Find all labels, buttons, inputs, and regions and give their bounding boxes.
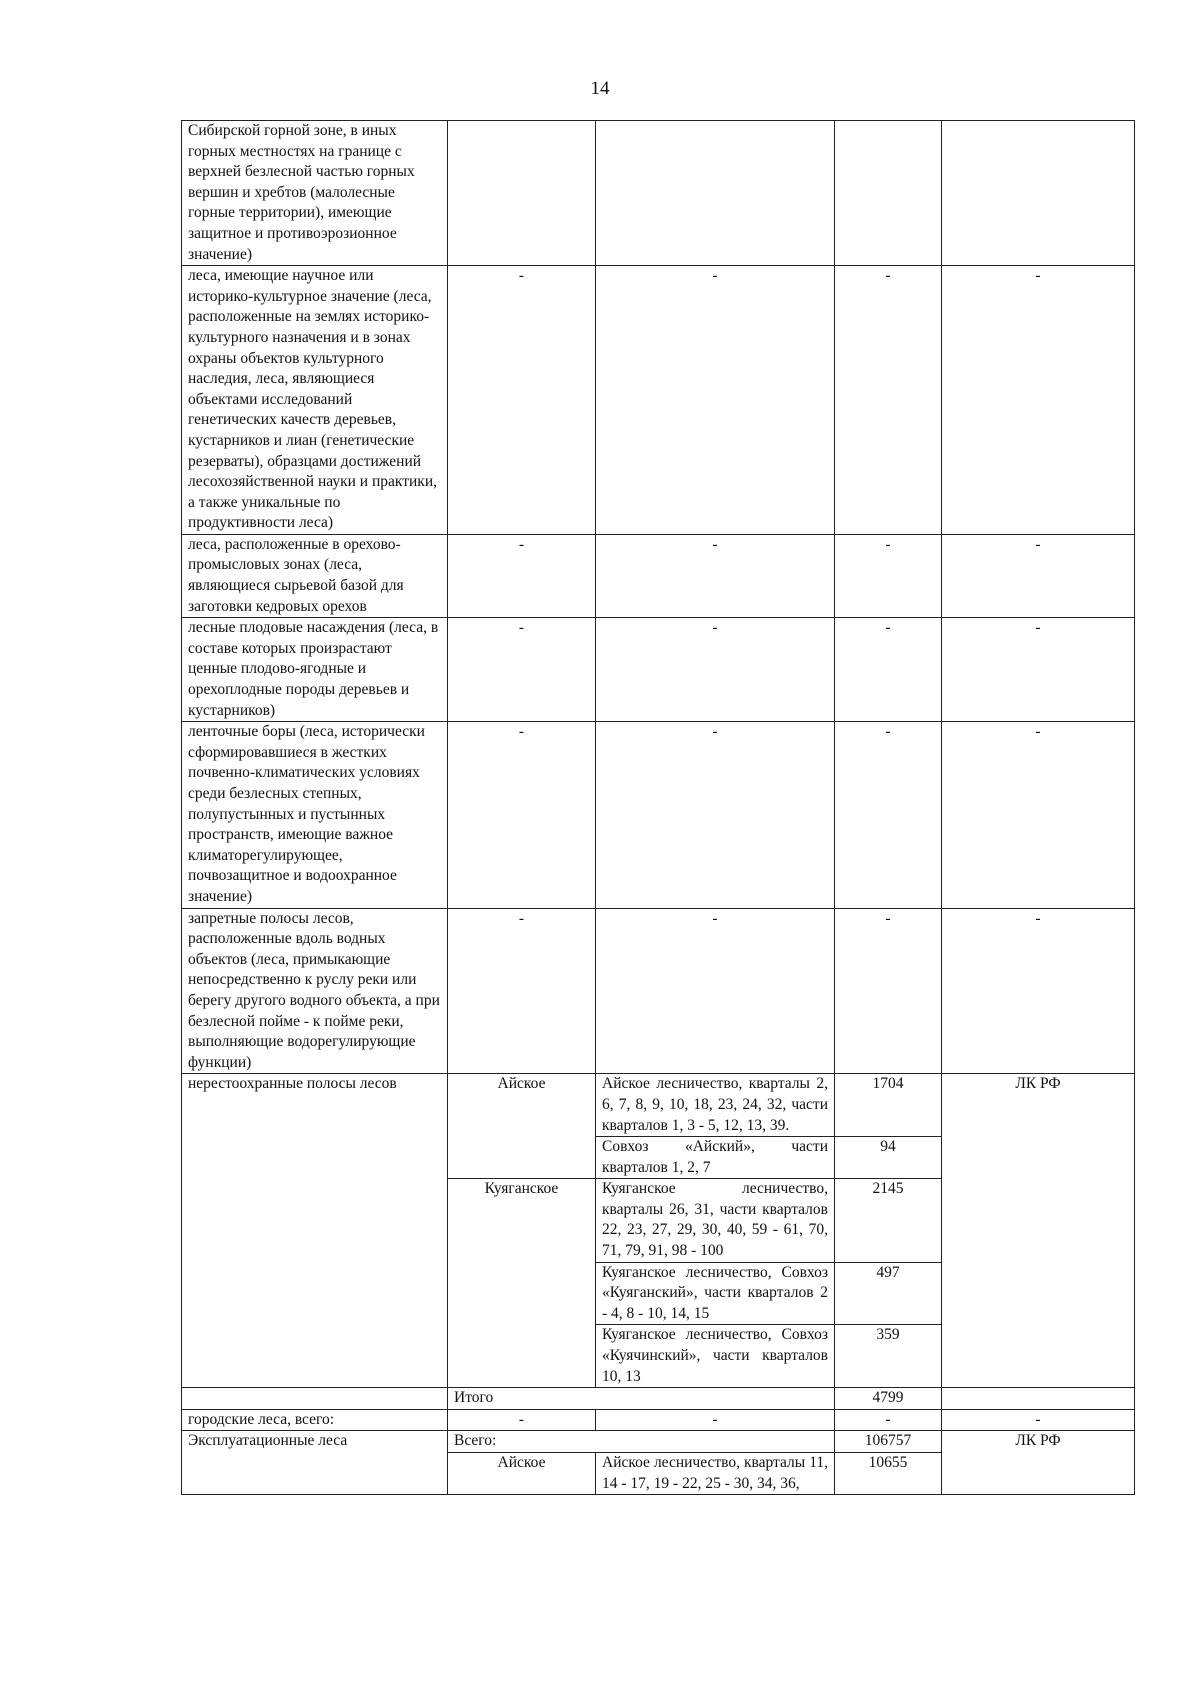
area-cell: 1704 — [835, 1074, 942, 1137]
basis-cell — [942, 1388, 1135, 1410]
area-cell — [835, 121, 942, 266]
location-cell: Куяганское лесничество, Совхоз «Куячинский», части кварталов 10, 13 — [596, 1325, 835, 1388]
area-cell: 94 — [835, 1137, 942, 1179]
area-cell: - — [835, 534, 942, 617]
area-cell: - — [835, 722, 942, 908]
location-cell: Совхоз «Айский», части кварталов 1, 2, 7 — [596, 1137, 835, 1179]
basis-cell: - — [942, 534, 1135, 617]
category-cell: городские леса, всего: — [182, 1409, 448, 1431]
forestry-cell: - — [448, 908, 596, 1074]
area-cell: - — [835, 266, 942, 535]
basis-cell — [942, 121, 1135, 266]
table-row — [182, 1074, 1135, 1137]
forestry-cell — [448, 121, 596, 266]
table-row — [182, 722, 1135, 908]
area-cell: 359 — [835, 1325, 942, 1388]
location-cell: - — [596, 1409, 835, 1431]
category-cell: Эксплуатационные леса — [182, 1431, 448, 1495]
table-row — [182, 1388, 1135, 1410]
location-cell: Айское лесничество, кварталы 2, 6, 7, 8, 9, 10, 18, 23, 24, 32, части кварталов 1, 3 - 5, 12, 13, 39. — [596, 1074, 835, 1137]
category-cell: нерестоохранные полосы лесов — [182, 1074, 448, 1388]
table-row — [182, 618, 1135, 722]
total-label-cell: Всего: — [448, 1431, 835, 1453]
location-cell: - — [596, 722, 835, 908]
table-row — [182, 266, 1135, 535]
forest-table — [181, 120, 1135, 1495]
basis-cell: - — [942, 1409, 1135, 1431]
area-cell: 4799 — [835, 1388, 942, 1410]
basis-cell: - — [942, 618, 1135, 722]
category-cell: лесные плодовые насаждения (леса, в составе которых произрастают ценные плодово-ягодные и орехоплодные породы деревьев и кустарников) — [182, 618, 448, 722]
location-cell: Айское лесничество, кварталы 11, 14 - 17, 19 - 22, 25 - 30, 34, 36, — [596, 1453, 835, 1495]
basis-cell: - — [942, 908, 1135, 1074]
forestry-cell: - — [448, 722, 596, 908]
location-cell: - — [596, 266, 835, 535]
page-number: 14 — [590, 78, 610, 99]
location-cell: - — [596, 534, 835, 617]
forestry-cell: Айское — [448, 1074, 596, 1179]
category-cell: запретные полосы лесов, расположенные вдоль водных объектов (леса, примыкающие непосредственно к руслу реки или берегу другого водного объекта, а при безлесной пойме - к пойме реки, выполняющие водорегулирующие функции) — [182, 908, 448, 1074]
forestry-cell: - — [448, 618, 596, 722]
forestry-cell: Айское — [448, 1453, 596, 1495]
location-cell: Куяганское лесничество, кварталы 26, 31, части кварталов 22, 23, 27, 29, 30, 40, 59 - 61, 70, 71, 79, 91, 98 - 100 — [596, 1179, 835, 1262]
basis-cell: - — [942, 266, 1135, 535]
basis-cell: ЛК РФ — [942, 1074, 1135, 1388]
table-row — [182, 908, 1135, 1074]
area-cell: - — [835, 908, 942, 1074]
area-cell: 2145 — [835, 1179, 942, 1262]
area-cell: 497 — [835, 1262, 942, 1325]
category-cell — [182, 1388, 448, 1410]
location-cell: Куяганское лесничество, Совхоз «Куяганский», части кварталов 2 - 4, 8 - 10, 14, 15 — [596, 1262, 835, 1325]
area-cell: 10655 — [835, 1453, 942, 1495]
forestry-cell: - — [448, 1409, 596, 1431]
category-cell: Сибирской горной зоне, в иных горных местностях на границе с верхней безлесной частью горных вершин и хребтов (малолесные горные территории), имеющие защитное и противоэрозионное значение) — [182, 121, 448, 266]
location-cell: - — [596, 908, 835, 1074]
basis-cell: ЛК РФ — [942, 1431, 1135, 1495]
category-cell: леса, расположенные в орехово-промысловых зонах (леса, являющиеся сырьевой базой для заготовки кедровых орехов — [182, 534, 448, 617]
table-row — [182, 121, 1135, 266]
area-cell: - — [835, 618, 942, 722]
table-row — [182, 1409, 1135, 1431]
table-row — [182, 1431, 1135, 1453]
area-cell: 106757 — [835, 1431, 942, 1453]
table-row — [182, 534, 1135, 617]
area-cell: - — [835, 1409, 942, 1431]
forestry-cell: - — [448, 266, 596, 535]
basis-cell: - — [942, 722, 1135, 908]
forestry-cell: Куяганское — [448, 1179, 596, 1388]
total-label-cell: Итого — [448, 1388, 835, 1410]
forestry-cell: - — [448, 534, 596, 617]
location-cell: - — [596, 618, 835, 722]
category-cell: леса, имеющие научное или историко-культурное значение (леса, расположенные на землях историко-культурного назначения и в зонах охраны объектов культурного наследия, леса, являющиеся объектами исследований генетических качеств деревьев, кустарников и лиан (генетические резерваты), образцами достижений лесохозяйственной науки и практики, а также уникальные по продуктивности леса) — [182, 266, 448, 535]
location-cell — [596, 121, 835, 266]
category-cell: ленточные боры (леса, исторически сформировавшиеся в жестких почвенно-климатических условиях среди безлесных степных, полупустынных и пустынных пространств, имеющие важное климаторегулирующее, почвозащитное и водоохранное значение) — [182, 722, 448, 908]
